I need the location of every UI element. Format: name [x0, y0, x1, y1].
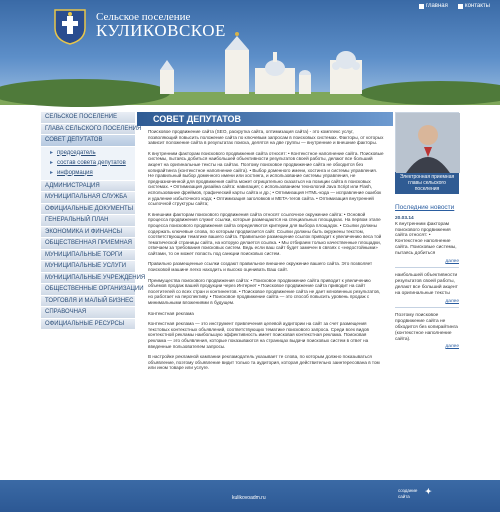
menu-item-organizations[interactable]: ОБЩЕСТВЕННЫЕ ОРГАНИЗАЦИИ	[41, 284, 135, 296]
mail-icon	[458, 4, 463, 9]
article-content	[148, 129, 384, 376]
article-paragraph: К внутренним факторам поискового продвижения сайта относят: • Контекстное наполнение сайта. Поисковые системы, пытаясь добиться наибольшей объективности результатов своей работы, делают все больший акцент на оригинальные тексты на сайтах. Поэтому поисковое продвижение сайта не обходится без копирайтинга (контекстное наполнение сайта). • Выбор доменного имени, хостинга и системы управления. Не правильный выбор доменного имени или хостинга, и использование системы управления, не предназначенной для продвижения сайта может отрицательно сказаться на позиции сайта в поисковых системах. • Оптимизация дизайна сайта: навигация; с использованием технологий Java Script или Flash, использование фреймов, графический карты сайта и др.; • Оптимизация HTML-кода — исправление ошибок и удаление избыточного кода; • Оптимизация заголовков и META-тегов сайта. • Оптимизация внутренней ссылочной структуры сайта;	[148, 150, 384, 207]
menu-item-economy[interactable]: ЭКОНОМИКА И ФИНАНСЫ	[41, 227, 135, 239]
developer-logo-icon[interactable]: ✦	[425, 487, 432, 496]
council-submenu	[41, 147, 135, 181]
home-link-label: главная	[425, 3, 448, 9]
article-paragraph: К внешним факторам поискового продвижения сайта относят ссылочное окружение сайта: • Основой процесса продвижения служит ссылки, которые размещаются на специальных площадках. На первом этапе процесса поискового продвижения сайта определяются критерии для выбора площадок. • Ссылки должны содержать ключевые слова, по которым продвигается сайт. Ссылки должны быть окружены текстом, соответствующим тематике вашего сайта. Правильное размещение ссылок приводит к увеличению веса той тематической страницы сайта, на которую делается ссылка. • Мы отбираем только качественные площадки, отвечаем за требования поисковых систем. Ведь если ваш сайт будет замечен в связях с «недостойными» сайтами, то он может попасть под санкции поисковых систем.	[148, 211, 382, 256]
left-menu	[41, 112, 146, 330]
menu-item-services[interactable]: МУНИЦИПАЛЬНЫЕ УСЛУГИ	[41, 261, 135, 273]
page-title: СОВЕТ ДЕПУТАТОВ	[153, 114, 242, 124]
news-more-link[interactable]: далее	[445, 258, 459, 264]
article-subheading: Контекстная реклама	[148, 310, 194, 316]
submenu-council-members[interactable]: ▸ состав совета депутатов	[41, 158, 135, 168]
site-header	[0, 0, 500, 105]
menu-item-institutions[interactable]: МУНИЦИПАЛЬНЫЕ УЧРЕЖДЕНИЯ	[41, 273, 135, 285]
menu-item-tenders[interactable]: МУНИЦИПАЛЬНЫЕ ТОРГИ	[41, 250, 135, 262]
news-text: Поэтому поисковое продвижение сайта не обходится без копирайтинга (контекстное наполнение сайта).	[395, 313, 458, 342]
site-name-line1: Сельское поселение	[96, 11, 191, 23]
news-divider	[395, 267, 459, 268]
contacts-link-label: контакты	[464, 3, 490, 9]
news-heading[interactable]: Последние новости	[395, 204, 455, 211]
news-text: наибольшей объективности результатов своей работы, делают все больший акцент на оригинальные тексты	[395, 273, 458, 296]
news-item	[395, 216, 459, 268]
menu-item-settlement[interactable]: СЕЛЬСКОЕ ПОСЕЛЕНИЕ	[41, 112, 135, 124]
submenu-chairman[interactable]: ▸ председатель	[41, 148, 135, 158]
menu-item-general-plan[interactable]: ГЕНЕРАЛЬНЫЙ ПЛАН	[41, 215, 135, 227]
site-footer	[0, 480, 500, 512]
news-item	[395, 273, 459, 308]
right-column	[395, 112, 459, 350]
menu-item-administration[interactable]: АДМИНИСТРАЦИЯ	[41, 181, 135, 193]
head-portrait-photo[interactable]	[395, 112, 459, 172]
top-links	[419, 3, 490, 9]
footer-made-by-line1: создание	[398, 488, 418, 493]
news-more-link[interactable]: далее	[445, 344, 459, 350]
footer-domain[interactable]: kulikovoadm.ru	[232, 495, 266, 501]
site-name-line2: КУЛИКОВСКОЕ	[96, 21, 226, 40]
home-icon	[419, 4, 424, 9]
article-paragraph: В настройке рекламной кампании рекламодатель указывает те слова, по которым должно показываться объявление, поэтому объявление видит только та аудитория, которая действительно заинтересована в том или ином товаре или услуге.	[148, 354, 380, 371]
home-link[interactable]	[419, 3, 448, 9]
footer-made-by[interactable]	[398, 488, 417, 499]
article-paragraph: Преимущества поискового продвижения сайта: • Поисковое продвижение сайта приводит к увеличению объемов продаж вашей продукции через Интернет • Поисковое продвижение сайта приводит на сайт посетителей со всех стран и континентов. • Поисковое продвижение сайта не дает мгновенных результатов, но работает на перспективу. • Поисковое продвижение сайта — это способ повысить уровень продаж с минимальными вложениями в будущем.	[148, 277, 381, 306]
page-title-bar	[137, 112, 393, 126]
menu-item-trade[interactable]: ТОРГОВЛЯ И МАЛЫЙ БИЗНЕС	[41, 296, 135, 308]
news-more-link[interactable]: далее	[445, 298, 459, 304]
menu-item-public-reception[interactable]: ОБЩЕСТВЕННАЯ ПРИЕМНАЯ	[41, 238, 135, 250]
menu-item-head[interactable]: ГЛАВА СЕЛЬСКОГО ПОСЕЛЕНИЯ	[41, 124, 135, 136]
menu-item-official-documents[interactable]: ОФИЦИАЛЬНЫЕ ДОКУМЕНТЫ	[41, 204, 135, 216]
footer-made-by-line2: сайта	[398, 493, 410, 499]
article-paragraph: Контекстная реклама — это инструмент привлечения целевой аудитории на сайт за счет размещения текстовых контекстных объявлений, соответствующих тематике поискового запроса. Среди всех видов контекстной рекламы наибольшую эффективность имеет поисковая контекстная реклама. Поисковая реклама — это объявления, которые показываются на страницах выдачи поисковых систем в ответ на введенные пользователем запросы.	[148, 321, 369, 349]
menu-item-council[interactable]: СОВЕТ ДЕПУТАТОВ	[41, 135, 135, 147]
news-divider	[395, 307, 459, 308]
menu-item-reference[interactable]: СПРАВОЧНАЯ	[41, 307, 135, 319]
news-text: К внутренним факторам поискового продвижения сайта относят: • Контекстное наполнение сайта. Поисковые системы, пытаясь добиться	[395, 221, 457, 256]
menu-item-municipal-service[interactable]: МУНИЦИПАЛЬНАЯ СЛУЖБА	[41, 192, 135, 204]
church-panorama-image	[0, 30, 500, 105]
news-item	[395, 313, 459, 350]
submenu-information[interactable]: ▸ информация	[41, 168, 135, 178]
news-date: 20.03.14	[395, 216, 414, 221]
article-paragraph: Поисковое продвижение сайта (SEO, раскрутка сайта, оптимизация сайта) - это комплекс услуг, позволяющий повысить положение сайта по ключевым запросам в поисковых системах. Факторы, от которых зависит положение сайта в результатах поиска, делятся на две группы — внутренние и внешние факторы.	[148, 129, 384, 146]
article-paragraph: Правильно размещенные ссылки создают правильное внешнее окружение вашего сайта. Это позволяет поисковой машине легко находить и высоко оценивать Ваш сайт.	[148, 261, 373, 273]
menu-item-official-resources[interactable]: ОФИЦИАЛЬНЫЕ РЕСУРСЫ	[41, 319, 135, 331]
contacts-link[interactable]	[458, 3, 490, 9]
e-reception-link[interactable]: Электронная приемная главы сельского поселения	[395, 172, 459, 194]
